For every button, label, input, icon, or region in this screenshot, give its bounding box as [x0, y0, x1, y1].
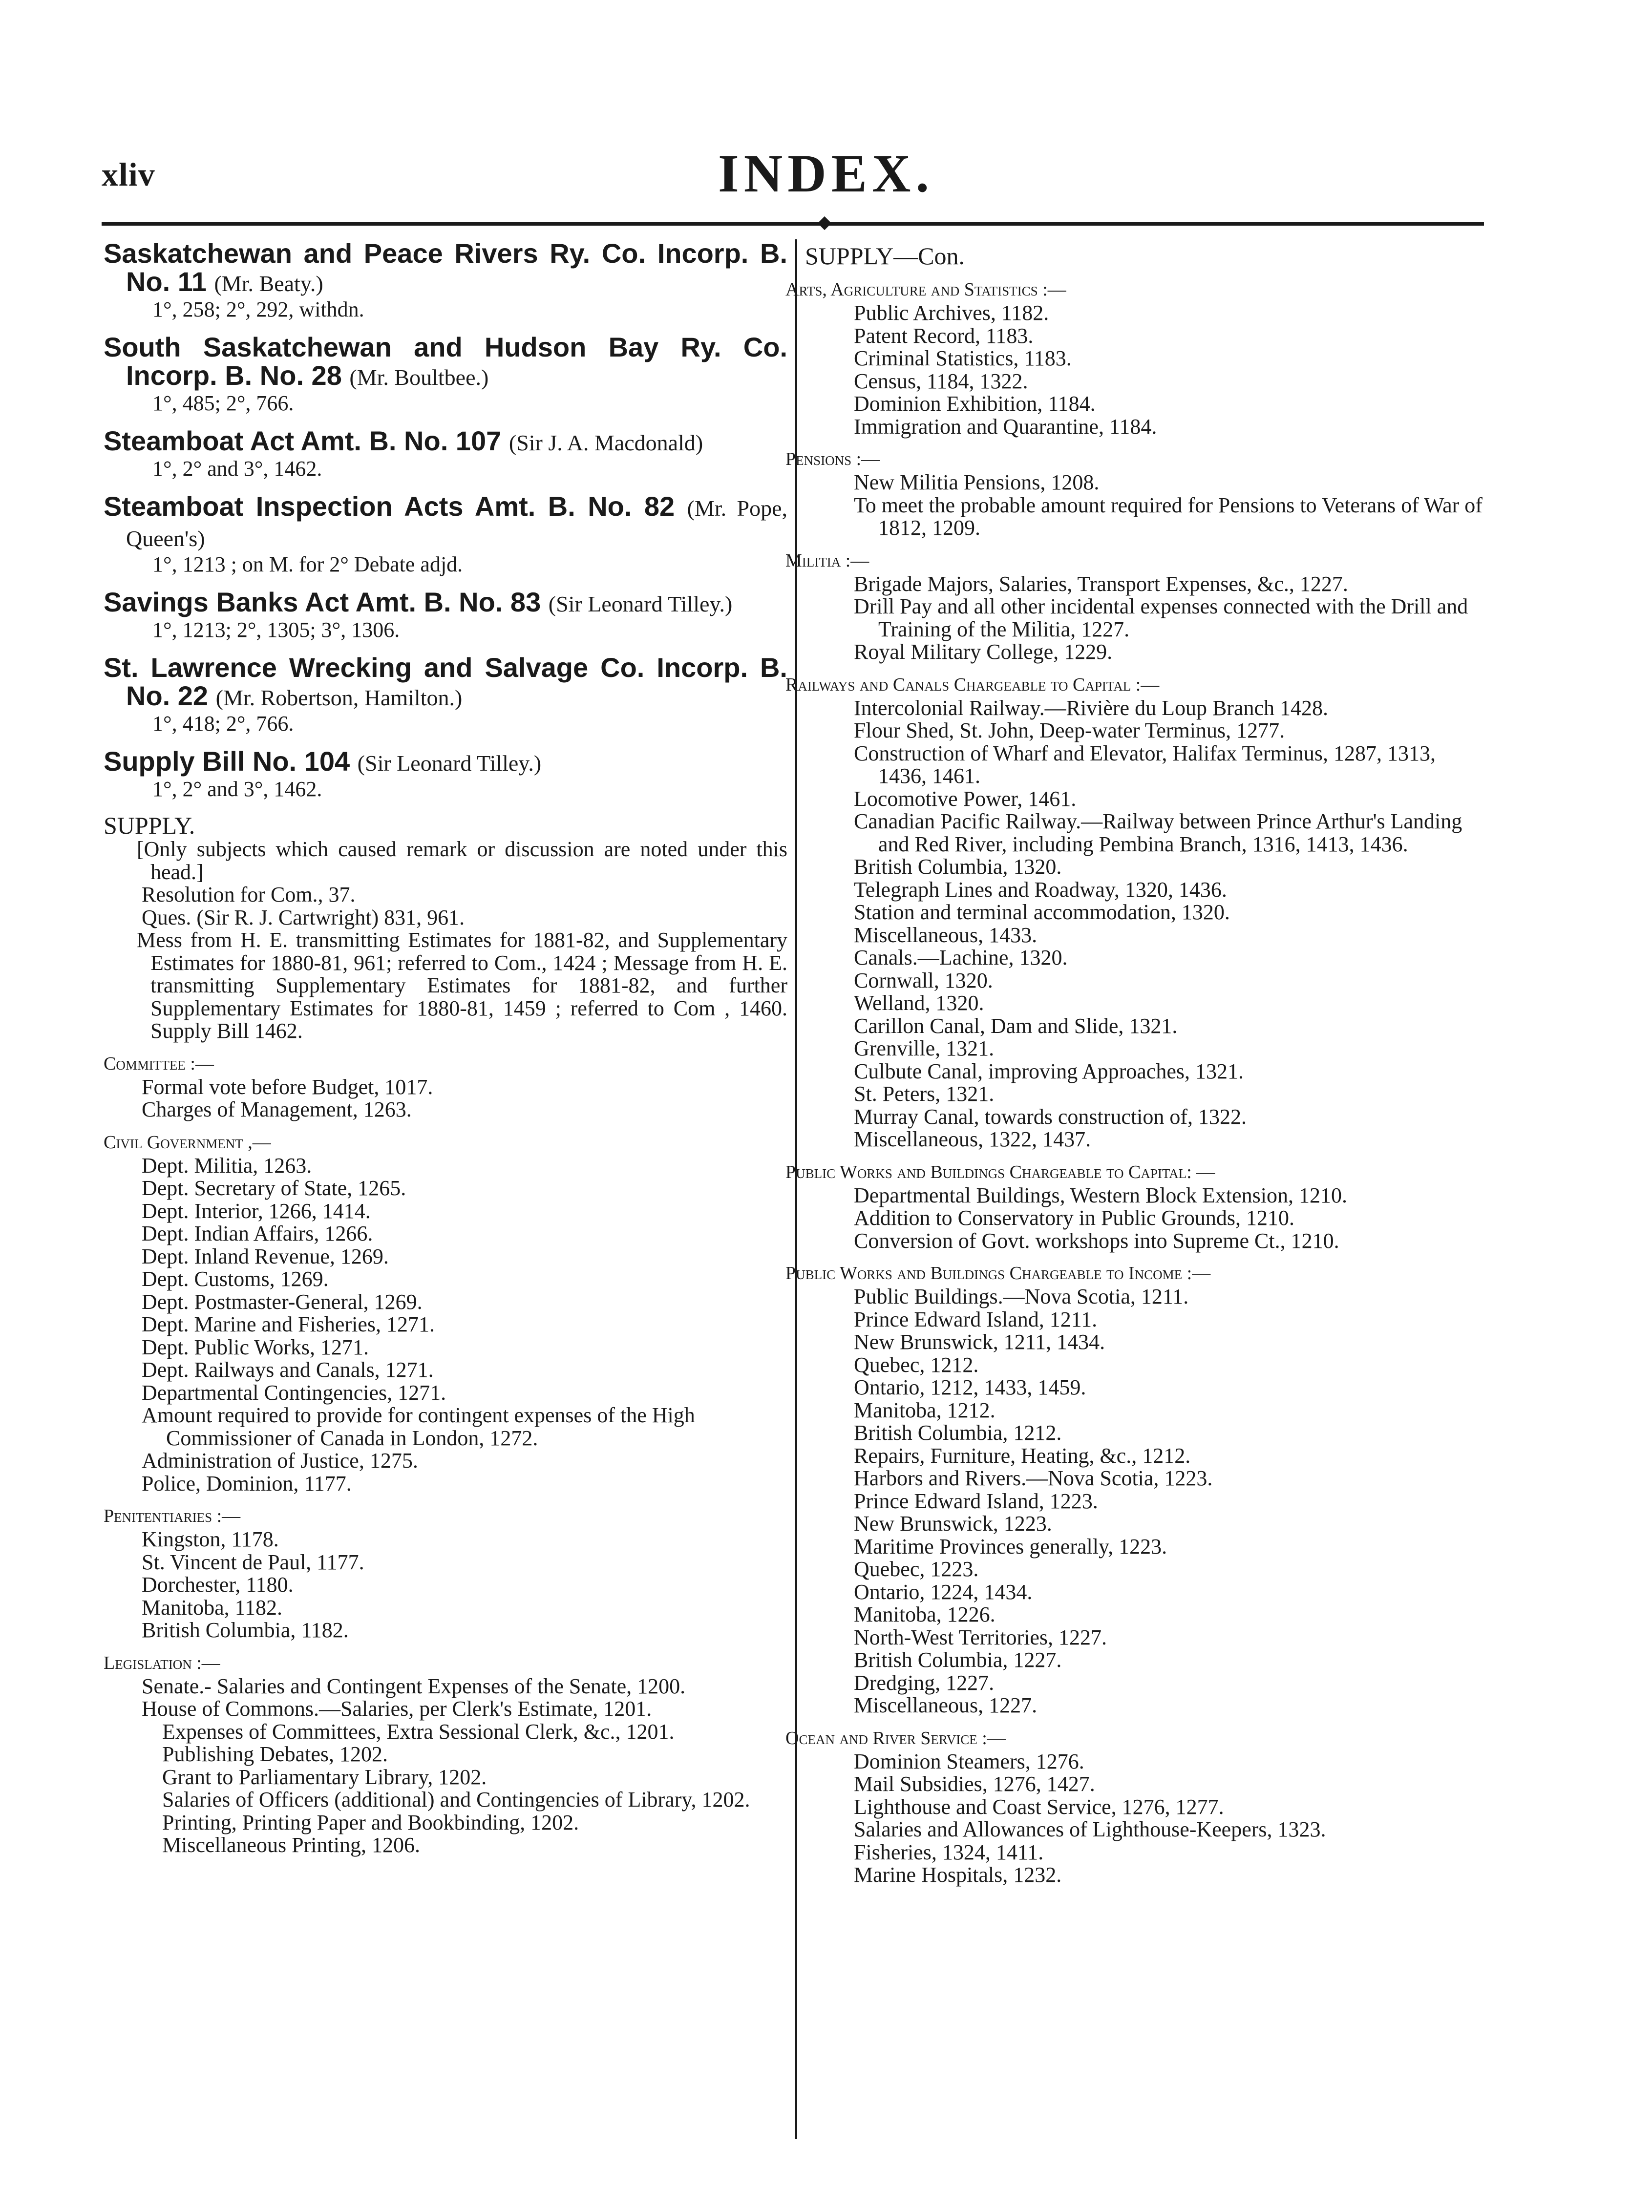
section-item: Dept. Public Works, 1271.: [142, 1335, 369, 1359]
section-item: Construction of Wharf and Elevator, Halifax Terminus, 1287, 1313, 1436, 1461.: [854, 741, 1436, 788]
entry-title: St. Lawrence Wrecking and Salvage Co. Incorp. B. No. 22: [104, 652, 787, 711]
entry-reference: 1°, 1213; 2°, 1305; 3°, 1306.: [152, 618, 400, 642]
index-section: [785, 277, 1484, 439]
section-item: Canals.—Lachine, 1320.: [854, 946, 1068, 969]
section-item: Public Archives, 1182.: [854, 301, 1049, 325]
section-item: Immigration and Quarantine, 1184.: [854, 414, 1157, 439]
section-item: Station and terminal accommodation, 1320.: [854, 900, 1230, 924]
section-item: Dept. Inland Revenue, 1269.: [142, 1244, 389, 1268]
section-item: Culbute Canal, improving Approaches, 1321.: [854, 1059, 1244, 1083]
entry-attribution: (Sir J. A. Macdonald): [508, 430, 703, 455]
section-item: To meet the probable amount required for Pensions to Veterans of War of 1812, 1209.: [854, 493, 1483, 540]
section-item: St. Peters, 1321.: [854, 1082, 995, 1106]
section-item: Cornwall, 1320.: [854, 968, 993, 992]
index-section: [104, 1052, 787, 1121]
section-item: Harbors and Rivers.—Nova Scotia, 1223.: [854, 1466, 1213, 1490]
section-item: Ontario, 1224, 1434.: [854, 1580, 1033, 1604]
section-item: Kingston, 1178.: [142, 1527, 279, 1551]
entry-attribution: (Mr. Robertson, Hamilton.): [215, 685, 463, 710]
section-item: Dominion Exhibition, 1184.: [854, 392, 1096, 416]
section-item: Royal Military College, 1229.: [854, 640, 1113, 664]
section-item: Dept. Customs, 1269.: [142, 1267, 329, 1291]
index-entry: [104, 333, 787, 415]
supply-heading: SUPPLY.: [104, 812, 195, 839]
section-heading: Pensions :—: [785, 449, 880, 469]
section-item: St. Vincent de Paul, 1177.: [142, 1550, 364, 1574]
section-item: Miscellaneous, 1227.: [854, 1693, 1038, 1717]
right-column: [785, 239, 1484, 1887]
index-entry: [104, 588, 787, 642]
section-heading: Arts, Agriculture and Statistics :—: [785, 279, 1066, 300]
index-section: [785, 1261, 1484, 1717]
section-heading: Penitentiaries :—: [104, 1506, 241, 1526]
section-heading: Legislation :—: [104, 1652, 220, 1673]
section-item: Lighthouse and Coast Service, 1276, 1277.: [854, 1794, 1224, 1819]
supply-line: Ques. (Sir R. J. Cartwright) 831, 961.: [142, 905, 465, 929]
section-heading: Public Works and Buildings Chargeable to Capital: —: [785, 1161, 1215, 1182]
section-item: Intercolonial Railway.—Rivière du Loup Branch 1428.: [854, 695, 1329, 720]
section-item: Dept. Indian Affairs, 1266.: [142, 1222, 373, 1245]
section-item: Charges of Management, 1263.: [142, 1097, 412, 1121]
section-item: Brigade Majors, Salaries, Transport Expenses, &c., 1227.: [854, 571, 1348, 596]
supply-continued-heading: SUPPLY—Con.: [805, 242, 965, 270]
section-item: Dept. Postmaster-General, 1269.: [142, 1289, 423, 1314]
section-item: Manitoba, 1226.: [854, 1602, 995, 1626]
section-item: Quebec, 1223.: [854, 1557, 979, 1581]
section-item: Carillon Canal, Dam and Slide, 1321.: [854, 1013, 1178, 1038]
index-section: [104, 1651, 787, 1857]
entry-title: Supply Bill No. 104: [104, 746, 350, 777]
section-item: Departmental Contingencies, 1271.: [142, 1380, 446, 1405]
section-item: Amount required to provide for contingent expenses of the High Commissioner of Canada in London, 1272.: [142, 1403, 695, 1450]
section-item: Police, Dominion, 1177.: [142, 1471, 352, 1496]
index-entry: [104, 239, 787, 321]
entry-title: Steamboat Inspection Acts Amt. B. No. 82: [104, 491, 675, 522]
section-heading: Public Works and Buildings Chargeable to Income :—: [785, 1263, 1211, 1284]
section-item: Dept. Militia, 1263.: [142, 1153, 312, 1178]
section-item: Dept. Marine and Fisheries, 1271.: [142, 1312, 435, 1336]
section-item: Miscellaneous, 1433.: [854, 923, 1038, 947]
section-item: New Brunswick, 1211, 1434.: [854, 1330, 1105, 1354]
index-entry: [104, 653, 787, 736]
section-heading: Railways and Canals Chargeable to Capital :—: [785, 674, 1160, 695]
section-item: British Columbia, 1212.: [854, 1421, 1062, 1445]
entry-attribution: (Sir Leonard Tilley.): [357, 751, 542, 776]
section-item: Dredging, 1227.: [854, 1670, 995, 1695]
section-item: Dept. Interior, 1266, 1414.: [142, 1199, 371, 1223]
entry-reference: 1°, 485; 2°, 766.: [152, 391, 294, 415]
section-item: Dominion Steamers, 1276.: [854, 1749, 1084, 1773]
section-item: British Columbia, 1182.: [142, 1618, 349, 1642]
section-item: Prince Edward Island, 1211.: [854, 1307, 1098, 1331]
section-item: Salaries of Officers (additional) and Contingencies of Library, 1202.: [162, 1788, 750, 1812]
supply-message: Mess from H. E. transmitting Estimates for 1881-82, and Supplementary Estimates for 1880-81, 961; referred to Com., 1424 ; Message from H. E. transmitting Supplementary Estimates for 1881-82, and further Supplementary Estimates for 1880-81, 1459 ; referred to Com , 1460. Supply Bill 1462.: [137, 928, 787, 1043]
section-item: New Militia Pensions, 1208.: [854, 470, 1100, 494]
section-heading: Civil Government ,—: [104, 1132, 271, 1153]
index-entry: [104, 747, 787, 801]
supply-block: [104, 813, 787, 1043]
section-item: Patent Record, 1183.: [854, 323, 1034, 348]
section-item: Welland, 1320.: [854, 991, 984, 1015]
section-item: Marine Hospitals, 1232.: [854, 1863, 1062, 1887]
section-item: Ontario, 1212, 1433, 1459.: [854, 1375, 1086, 1399]
section-item: Repairs, Furniture, Heating, &c., 1212.: [854, 1443, 1191, 1468]
section-item: Canadian Pacific Railway.—Railway between Prince Arthur's Landing and Red River, including Pembina Branch, 1316, 1413, 1436.: [854, 809, 1462, 856]
page-number: xliv: [102, 156, 155, 193]
section-item: Prince Edward Island, 1223.: [854, 1489, 1098, 1513]
section-item: Senate.- Salaries and Contingent Expenses of the Senate, 1200.: [142, 1674, 686, 1698]
section-item: Quebec, 1212.: [854, 1352, 979, 1377]
section-item: Drill Pay and all other incidental expenses connected with the Drill and Training of the Militia, 1227.: [854, 594, 1468, 641]
index-section: [785, 1726, 1484, 1887]
section-item: Conversion of Govt. workshops into Supreme Ct., 1210.: [854, 1228, 1339, 1253]
section-item: Telegraph Lines and Roadway, 1320, 1436.: [854, 877, 1227, 902]
section-item: Locomotive Power, 1461.: [854, 786, 1077, 811]
entry-reference: 1°, 2° and 3°, 1462.: [152, 777, 322, 801]
section-item: Addition to Conservatory in Public Grounds, 1210.: [854, 1206, 1294, 1230]
section-item: Salaries and Allowances of Lighthouse-Keepers, 1323.: [854, 1817, 1326, 1841]
section-item: Miscellaneous Printing, 1206.: [162, 1833, 420, 1857]
section-item: New Brunswick, 1223.: [854, 1512, 1052, 1536]
entry-title: South Saskatchewan and Hudson Bay Ry. Co. Incorp. B. No. 28: [104, 332, 787, 391]
section-item: House of Commons.—Salaries, per Clerk's Estimate, 1201.: [142, 1697, 652, 1721]
section-item: Murray Canal, towards construction of, 1322.: [854, 1104, 1247, 1129]
section-item: Departmental Buildings, Western Block Extension, 1210.: [854, 1183, 1347, 1207]
entry-attribution: (Mr. Boultbee.): [349, 365, 489, 390]
entry-title: Saskatchewan and Peace Rivers Ry. Co. Incorp. B. No. 11: [104, 238, 787, 297]
section-item: Public Buildings.—Nova Scotia, 1211.: [854, 1285, 1189, 1308]
section-item: Manitoba, 1182.: [142, 1595, 282, 1620]
index-section: [785, 1160, 1484, 1253]
section-item: Administration of Justice, 1275.: [142, 1449, 418, 1473]
section-item: Maritime Provinces generally, 1223.: [854, 1534, 1167, 1559]
section-item: Fisheries, 1324, 1411.: [854, 1840, 1044, 1864]
section-item: Dorchester, 1180.: [142, 1573, 294, 1597]
entry-title: Savings Banks Act Amt. B. No. 83: [104, 587, 541, 617]
section-item: Miscellaneous, 1322, 1437.: [854, 1127, 1091, 1151]
section-item: Criminal Statistics, 1183.: [854, 346, 1072, 370]
supply-note: [Only subjects which caused remark or discussion are noted under this head.]: [137, 837, 787, 884]
column-divider: [795, 239, 797, 2139]
section-item: North-West Territories, 1227.: [854, 1625, 1107, 1649]
entry-attribution: (Mr. Beaty.): [214, 271, 323, 296]
entry-attribution: (Mr. Pope, Queen's): [126, 496, 788, 551]
section-item: Mail Subsidies, 1276, 1427.: [854, 1772, 1095, 1796]
section-item: Grant to Parliamentary Library, 1202.: [162, 1765, 487, 1789]
index-section: [785, 673, 1484, 1151]
section-item: Dept. Railways and Canals, 1271.: [142, 1358, 434, 1382]
section-item: Printing, Printing Paper and Bookbinding, 1202.: [162, 1810, 579, 1834]
section-item: Flour Shed, St. John, Deep-water Terminus, 1277.: [854, 718, 1285, 742]
entry-reference: 1°, 258; 2°, 292, withdn.: [152, 297, 364, 321]
section-item: Manitoba, 1212.: [854, 1398, 995, 1422]
right-sections: [785, 277, 1484, 1887]
index-entries: [104, 239, 787, 801]
section-item: British Columbia, 1227.: [854, 1648, 1062, 1672]
entry-reference: 1°, 418; 2°, 766.: [152, 712, 294, 736]
index-section: [104, 1504, 787, 1642]
index-section: [104, 1130, 787, 1496]
section-heading: Militia :—: [785, 550, 869, 571]
entry-reference: 1°, 2° and 3°, 1462.: [152, 457, 322, 481]
section-item: Expenses of Committees, Extra Sessional Clerk, &c., 1201.: [162, 1719, 675, 1744]
supply-line: Resolution for Com., 37.: [142, 883, 356, 906]
page-title: INDEX.: [718, 144, 934, 203]
left-column: [104, 239, 787, 1857]
section-heading: Ocean and River Service :—: [785, 1727, 1006, 1749]
entry-reference: 1°, 1213 ; on M. for 2° Debate adjd.: [152, 552, 463, 576]
entry-attribution: (Sir Leonard Tilley.): [548, 591, 733, 616]
index-entry: [104, 427, 787, 481]
entry-title: Steamboat Act Amt. B. No. 107: [104, 425, 502, 456]
section-item: Census, 1184, 1322.: [854, 369, 1028, 393]
section-item: Grenville, 1321.: [854, 1036, 995, 1060]
left-sections: [104, 1052, 787, 1857]
section-item: Publishing Debates, 1202.: [162, 1742, 388, 1766]
section-item: Dept. Secretary of State, 1265.: [142, 1176, 406, 1200]
section-item: British Columbia, 1320.: [854, 855, 1062, 879]
index-entry: [104, 492, 787, 576]
section-heading: Committee :—: [104, 1053, 214, 1074]
section-item: Formal vote before Budget, 1017.: [142, 1074, 433, 1099]
index-section: [785, 447, 1484, 540]
header-rule: [102, 222, 1484, 226]
index-section: [785, 548, 1484, 664]
